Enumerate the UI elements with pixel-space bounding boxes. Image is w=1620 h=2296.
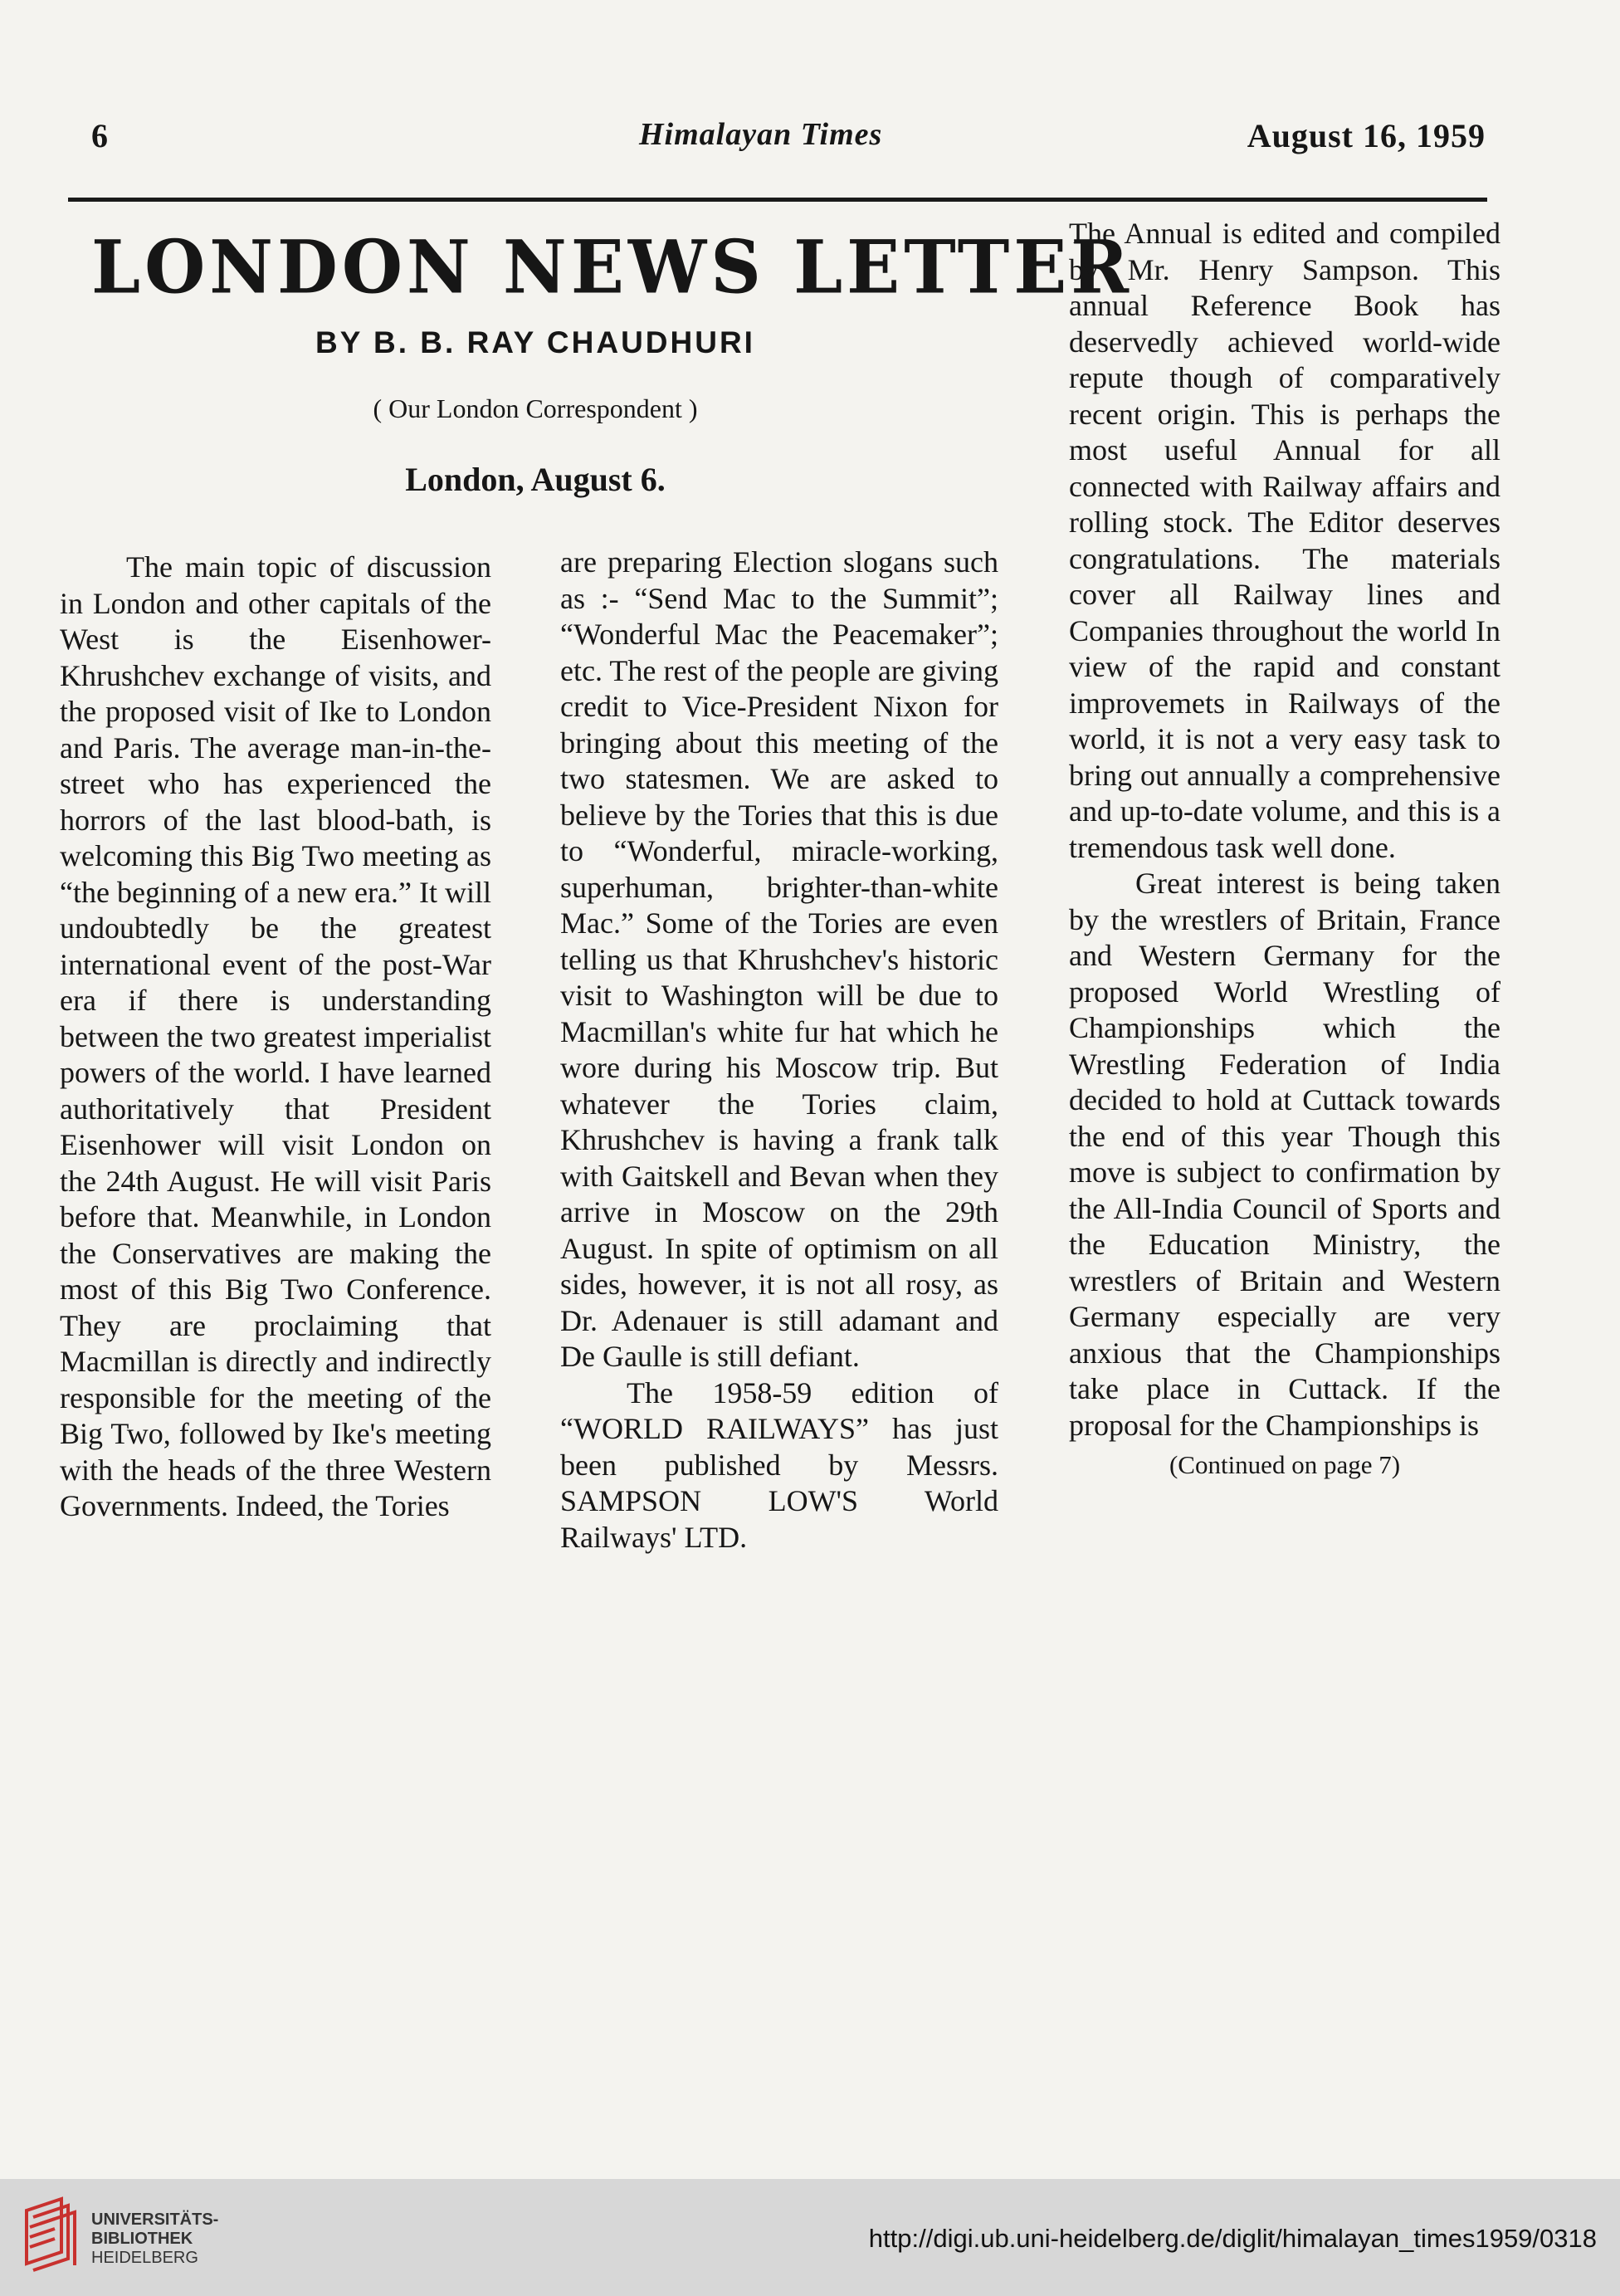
- permalink-url[interactable]: http://digi.ub.uni-heidelberg.de/diglit/himalayan_times1959/0318: [868, 2224, 1597, 2253]
- paragraph: The 1958-59 edition of “WORLD RAILWAYS” has just been published by Messrs. SAMPSON LOW'S World Railways' LTD.: [560, 1375, 998, 1554]
- paragraph: The Annual is edited and compiled by Mr. Henry Sampson. This annual Reference Book has deservedly achieved world-wide repute though of comparatively recent origin. This is perhaps the most useful Annual for all connected with Railway affairs and rolling stock. The Editor deserves congratulations. The materials cover all Railway lines and Companies throughout the world In view of the rapid and constant improvemets in Railways of the world, it is not a very easy task to bring out annually a comprehensive and up-to-date volume, and this is a tremendous task well done.: [1069, 217, 1500, 864]
- header-row: [91, 116, 1486, 166]
- dateline: London, August 6.: [405, 461, 666, 498]
- paragraph: Great interest is being taken by the wrestlers of Britain, France and Western Germany for the proposed World Wrestling of Championships which the Wrestling Federation of India decided to hold at Cuttack towards the end of this year Though this move is subject to confirmation by the All-India Council of Sports and the Education Ministry, the wrestlers of Britain and Western Germany especially are very anxious that the Championships take place in Cuttack. If the proposal for the Championships is: [1069, 867, 1500, 1442]
- header-rule: [68, 198, 1487, 202]
- masthead: Himalayan Times: [639, 117, 883, 152]
- continued-note: (Continued on page 7): [1169, 1450, 1401, 1479]
- correspondent-note: ( Our London Correspondent ): [373, 393, 698, 423]
- library-name-line: BIBLIOTHEK: [91, 2230, 193, 2248]
- footer-bar: [0, 2179, 1620, 2296]
- library-name-line: UNIVERSITÄTS-: [91, 2211, 219, 2229]
- library-logo-icon: [18, 2194, 81, 2274]
- paragraph: The main topic of discussion in London and other capitals of the West is the Eisenhower-Khrushchev exchange of visits, and the proposed visit of Ike to London and Paris. The average man-in-the-street who has experienced the horrors of the last blood-bath, is welcoming this Big Two meeting as “the beginning of a new era.” It will undoubtedly be the greatest international event of the post-War era if there is understanding between the two greatest imperialist powers of the world. I have learned authoritatively that President Eisenhower will visit London on the 24th August. He will visit Paris before that. Meanwhile, in London the Conservatives are making the most of this Big Two Conference. They are proclaiming that Macmillan is directly and indirectly responsible for the meeting of the Big Two, followed by Ike's meeting with the heads of the three Western Governments. Indeed, the Tories: [60, 550, 491, 1522]
- paragraph: are preparing Election slogans such as :- “Send Mac to the Summit”; “Wonderful Mac the Peacemaker”; etc. The rest of the people are giving credit to Vice-President Nixon for bringing about this meeting of the two statesmen. We are asked to believe by the Tories that this is due to “Wonderful, miracle-working, superhuman, brighter-than-white Mac.” Some of the Tories are even telling us that Khrushchev's historic visit to Washington will be due to Macmillan's white fur hat which he wore during his Moscow trip. But whatever the Tories claim, Khrushchev is having a frank talk with Gaitskell and Bevan when they arrive in Moscow on the 29th August. In spite of optimism on all sides, however, it is not all rosy, as Dr. Adenauer is still adamant and De Gaulle is still defiant.: [560, 545, 998, 1373]
- library-name: [91, 2211, 218, 2268]
- headline: LONDON NEWS LETTER: [91, 223, 1134, 310]
- column-1: [60, 550, 491, 1525]
- library-name-line: HEIDELBERG: [91, 2249, 198, 2267]
- page-number: 6: [91, 117, 108, 154]
- byline: BY B. B. RAY CHAUDHURI: [315, 325, 755, 359]
- issue-date: August 16, 1959: [1247, 117, 1486, 154]
- column-2: [560, 545, 998, 1556]
- column-3: [1069, 216, 1500, 1483]
